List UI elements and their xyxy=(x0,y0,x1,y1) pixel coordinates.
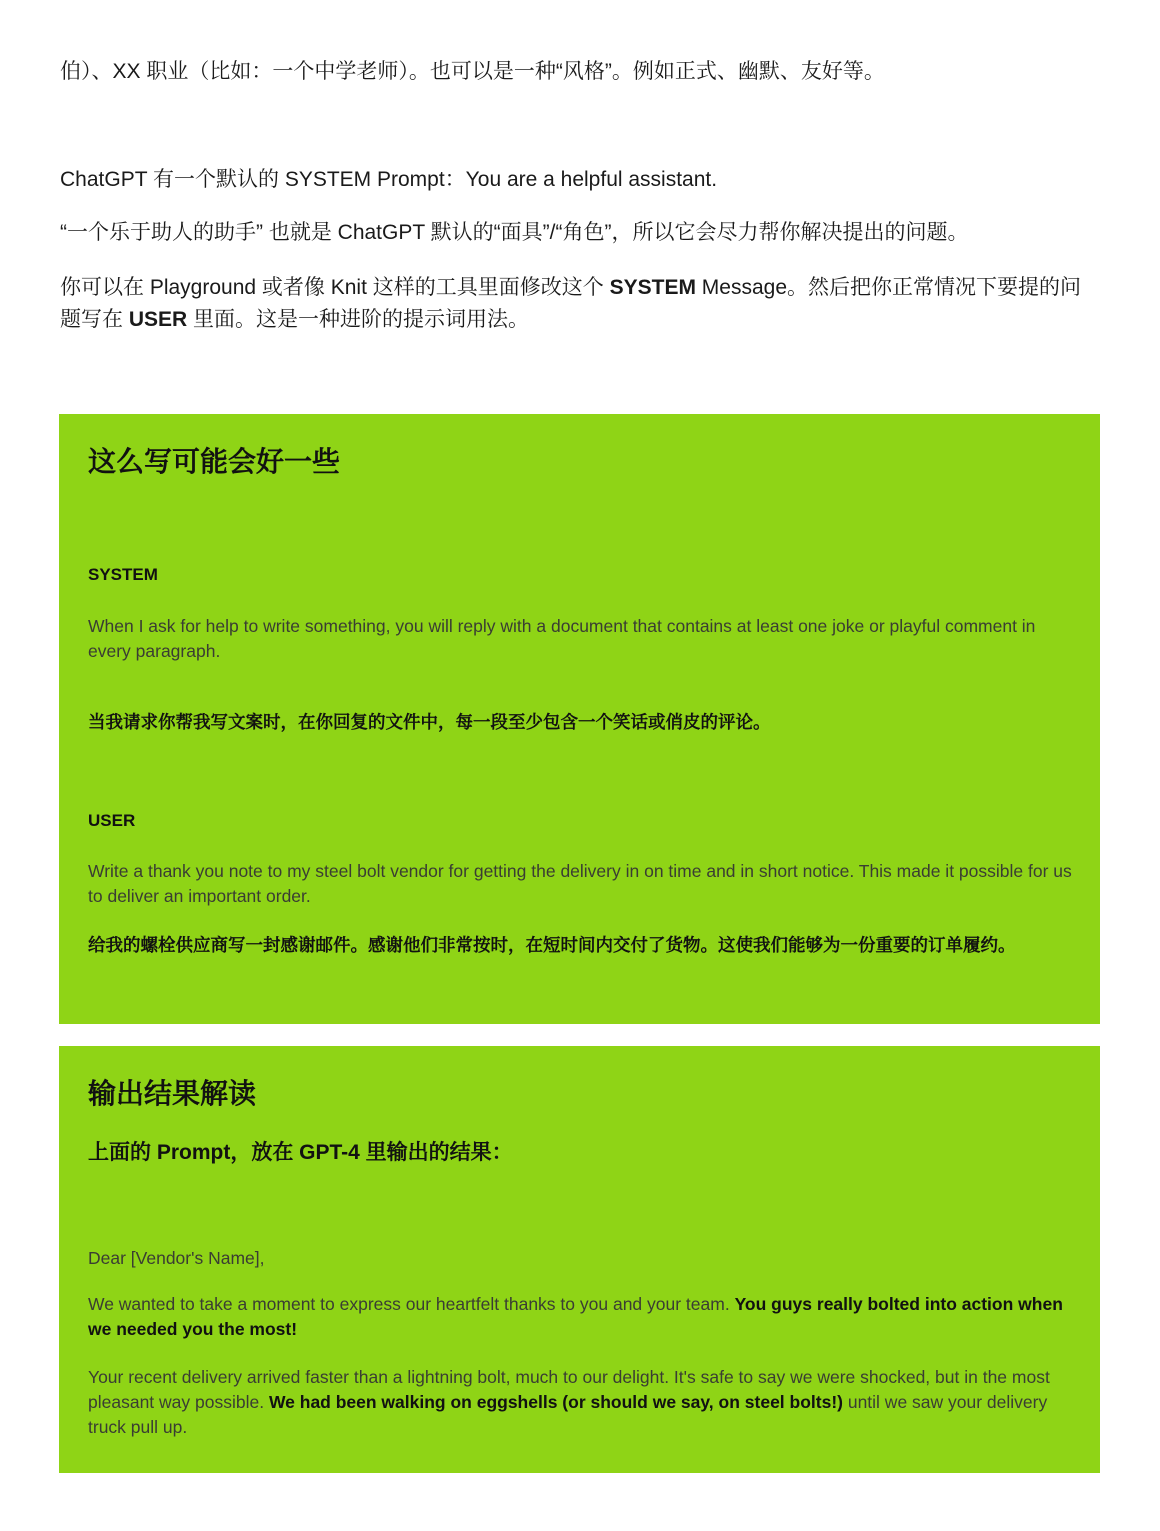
prompt-example-card xyxy=(59,414,1100,1024)
paragraph-bold-joke: You guys really bolted into action when we needed you the most! xyxy=(88,1294,1063,1339)
user-prompt-chinese: 给我的螺栓供应商写一封感谢邮件。感谢他们非常按时，在短时间内交付了货物。这使我们能够为一份重要的订单履约。 xyxy=(88,935,1016,955)
intro-line-roles: 伯）、XX 职业（比如：一个中学老师）。也可以是一种“风格”。例如正式、幽默、友好等。 xyxy=(60,60,885,83)
card-title: 这么写可能会好一些 xyxy=(88,446,341,477)
paragraph-text: We wanted to take a moment to express our heartfelt thanks to you and your team. xyxy=(88,1294,735,1314)
intro-text-e: 里面。这是一种进阶的提示词用法。 xyxy=(187,308,530,331)
card-title: 输出结果解读 xyxy=(88,1078,257,1109)
intro-text-a: 你可以在 Playground 或者像 Knit 这样的工具里面修改这个 xyxy=(60,276,610,299)
letter-paragraph-1 xyxy=(88,1292,1078,1342)
paragraph-bold-joke: We had been walking on eggshells (or should we say, on steel bolts!) xyxy=(268,1392,843,1412)
intro-helpful-assistant: “一个乐于助人的助手” 也就是 ChatGPT 默认的“面具”/“角色”，所以它会尽力帮你解决提出的问题。 xyxy=(60,221,969,244)
user-label: USER xyxy=(88,811,136,830)
output-result-card xyxy=(59,1046,1100,1473)
intro-system-keyword: SYSTEM xyxy=(609,276,696,299)
intro-default-system-prompt: ChatGPT 有一个默认的 SYSTEM Prompt：You are a helpful assistant. xyxy=(60,168,718,191)
paragraph-text-end: until we saw your delivery truck pull up. xyxy=(88,1392,1048,1437)
paragraph-text: Your recent delivery arrived faster than a lightning bolt, much to our delight. It's safe to say we were shocked, but in the most pleasant way possible. xyxy=(88,1367,1050,1412)
system-prompt-english: When I ask for help to write something, you will reply with a document that contains at least one joke or playful comment in every paragraph. xyxy=(88,616,1036,661)
intro-user-keyword: USER xyxy=(128,308,188,331)
letter-paragraph-2 xyxy=(88,1365,1078,1440)
system-prompt-chinese: 当我请求你帮我写文案时，在你回复的文件中，每一段至少包含一个笑话或俏皮的评论。 xyxy=(88,712,771,732)
intro-text-c: Message。然后把你正常情况下要提的问题写在 xyxy=(60,276,1082,331)
letter-greeting: Dear [Vendor's Name], xyxy=(88,1248,265,1268)
system-label: SYSTEM xyxy=(88,565,158,584)
card-subtitle: 上面的 Prompt，放在 GPT-4 里输出的结果： xyxy=(88,1141,513,1164)
intro-modify-system-message xyxy=(60,272,1100,336)
user-prompt-english: Write a thank you note to my steel bolt vendor for getting the delivery in on time and in short notice. This made it possible for us to deliver an important order. xyxy=(88,861,1072,906)
